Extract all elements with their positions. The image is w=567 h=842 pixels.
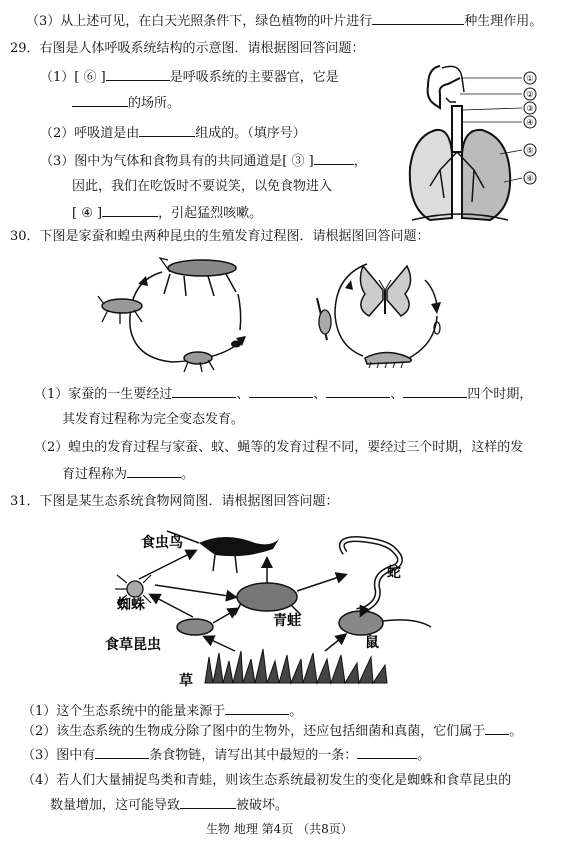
diagram-label-5: ⑤	[526, 146, 534, 155]
q30-part2: （2）蝗虫的发育过程与家蚕、蚊、蝇等的发育过程不同，要经过三个时期，这样的发	[34, 440, 524, 455]
answer-blank[interactable]	[180, 796, 236, 809]
arrow-grass-mouse	[325, 635, 345, 651]
answer-blank[interactable]	[72, 94, 128, 107]
diagram-label-3: ③	[526, 104, 534, 113]
bird-label: 食虫鸟	[141, 535, 183, 551]
q31-part4-cont: 数量增加，这可能导致 被破坏。	[50, 798, 289, 813]
q29-part1-cont: 的场所。	[72, 94, 180, 113]
q29-part3-cont: 因此，我们在吃饭时不要说笑，以免食物进入	[72, 179, 333, 194]
page-footer: 生物 地理 第4页 （共8页）	[206, 822, 353, 836]
answer-blank[interactable]	[485, 722, 509, 735]
frog-label: 青蛙	[273, 613, 301, 629]
q31-part2: （2）该生态系统的生物成分除了图中的生物外，还应包括细菌和真菌，它们属于 。	[22, 724, 523, 739]
answer-blank[interactable]	[106, 68, 170, 81]
grass-label: 草	[179, 673, 193, 689]
spider-label: 蜘蛛	[117, 597, 145, 613]
silkworm-life-cycle-diagram	[305, 250, 455, 380]
q28-part3: （3）从上述可见，在白天光照条件下，绿色植物的叶片进行 种生理作用。	[26, 14, 543, 29]
q30-part1: （1）家蚕的一生要经过 、 、 、 四个时期，	[34, 387, 533, 402]
q29-part3-cont2: [ ④ ] ，引起猛烈咳嗽。	[72, 206, 263, 221]
q29-part3: （3）图中为气体和食物具有的共同通道是[ ③ ] ，	[40, 154, 367, 169]
answer-blank[interactable]	[139, 124, 195, 137]
arrow-spider-frog	[155, 585, 235, 597]
diagram-label-2: ②	[526, 90, 534, 99]
q31-part4: （4）若人们大量捕捉鸟类和青蛙，则该生态系统最初发生的变化是蜘蛛和食草昆虫的	[22, 773, 512, 788]
answer-blank[interactable]	[172, 385, 236, 398]
question-29-title: 29．右图是人体呼吸系统结构的示意图．请根据图回答问题：	[10, 41, 365, 56]
locust-life-cycle-diagram	[90, 250, 265, 380]
answer-blank[interactable]	[357, 746, 417, 759]
respiratory-system-diagram	[400, 58, 560, 228]
answer-blank[interactable]	[95, 746, 149, 759]
question-31-title: 31．下图是某生态系统食物网简图．请根据图回答问题：	[10, 494, 339, 509]
diagram-label-1: ①	[526, 74, 534, 83]
q29-part2: （2）呼吸道是由 组成的。（填序号）	[40, 126, 306, 141]
q31-part3: （3）图中有 条食物链，请写出其中最短的一条： 。	[22, 748, 431, 763]
food-web-diagram	[95, 525, 455, 695]
answer-blank[interactable]	[326, 385, 390, 398]
q30-part2-cont: 育过程称为 。	[62, 467, 195, 482]
insect-label: 食草昆虫	[105, 637, 161, 653]
diagram-label-6: ⑥	[526, 174, 534, 183]
q29-part1: （1）[ ⑥ ] 是呼吸系统的主要器官，它是	[40, 70, 339, 85]
arrow-insect-frog	[213, 609, 237, 623]
answer-blank[interactable]	[102, 204, 158, 217]
answer-blank[interactable]	[225, 702, 289, 715]
answer-blank[interactable]	[314, 152, 354, 165]
q31-part1: （1）这个生态系统中的能量来源于 。	[22, 704, 303, 719]
snake-label: 蛇	[387, 565, 401, 581]
question-30-title: 30．下图是家蚕和蝗虫两种昆虫的生殖发育过程图．请根据图回答问题：	[10, 229, 430, 244]
diagram-label-4: ④	[526, 118, 534, 127]
answer-blank[interactable]	[127, 465, 181, 478]
answer-blank[interactable]	[249, 385, 313, 398]
arrow-frog-snake	[297, 575, 345, 591]
arrow-insect-spider	[151, 595, 193, 617]
arrow-grass-insect	[205, 637, 235, 651]
arrow-spider-bird	[139, 551, 195, 579]
mouse-label: 鼠	[365, 635, 379, 651]
q30-part1-cont: 其发育过程称为完全变态发育。	[62, 412, 245, 427]
answer-blank[interactable]	[372, 12, 464, 25]
answer-blank[interactable]	[403, 385, 467, 398]
